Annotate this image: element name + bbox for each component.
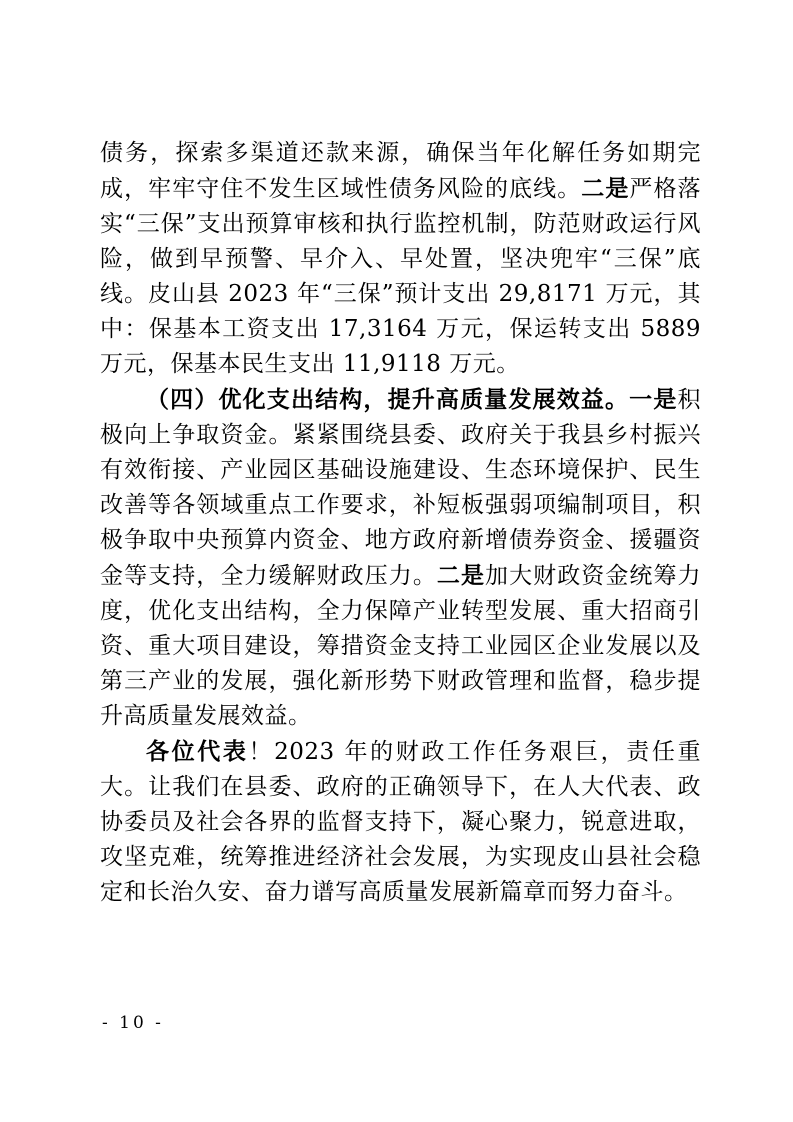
bold-address-delegates: 各位代表 [146,738,249,765]
text-run: ！2023 年的财政工作任务艰巨，责任重大。让我们在县委、政府的正确领导下，在人大代表、政协委员及社会各界的监督支持下，凝心聚力，锐意进取，攻坚克难，统筹推进经济社会发展，为实现皮山县社会稳定和长治久安、奋力谱写高质量发展新篇章而努力奋斗。 [100,739,701,905]
paragraph-closing [100,734,701,910]
body-text [100,136,701,910]
text-run: 债务，探索多渠道还款来源，确保当年化解任务如期完成，牢牢守住不发生区域性债务风险的底线。 [100,140,701,202]
paragraph-section-four [100,382,701,734]
page-number: - 10 - [102,1013,164,1033]
bold-marker-erishi: 二是 [436,562,485,589]
text-run: 加大财政资金统筹力度，优化支出结构，全力保障产业转型发展、重大招商引资、重大项目建设，筹措资金支持工业园区企业发展以及第三产业的发展，强化新形势下财政管理和监督，稳步提升高质量发展效益。 [100,563,701,729]
paragraph-continuation-debt-sanbao [100,136,701,382]
bold-section-heading: （四）优化支出结构，提升高质量发展效益。一是 [146,386,678,413]
bold-marker-erishi: 二是 [581,175,630,202]
text-run: 积极向上争取资金。紧紧围绕县委、政府关于我县乡村振兴有效衔接、产业园区基础设施建设、生态环境保护、民生改善等各领域重点工作要求，补短板强弱项编制项目，积极争取中央预算内资金、地方政府新增债券资金、援疆资金等支持，全力缓解财政压力。 [100,387,701,589]
text-run: 严格落实“三保”支出预算审核和执行监控机制，防范财政运行风险，做到早预警、早介入、早处置，坚决兜牢“三保”底线。皮山县 2023 年“三保”预计支出 29,8171 万元，其中：保基本工资支出 17,3164 万元，保运转支出 5889 万元，保基本民生支出 11,9118 万元。 [100,176,701,377]
